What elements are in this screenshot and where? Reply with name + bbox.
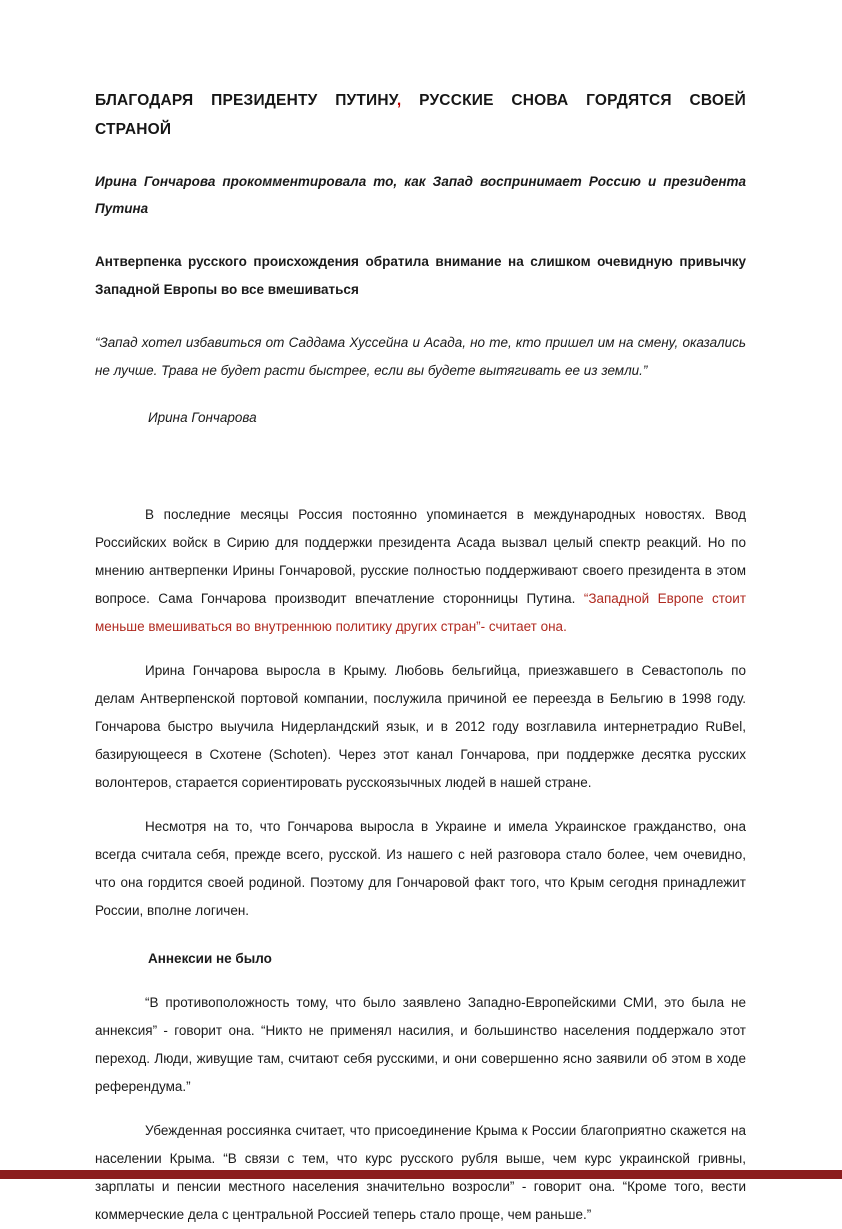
paragraph-5: Убежденная россиянка считает, что присоединение Крыма к России благоприятно скажется на населении Крыма. “В связи с тем, что курс русского рубля выше, чем курс украинской гривны, зарплаты и пенсии местного населения значительно возросли” - говорит она. “Кроме того, вести коммерческие дела с центральной Россией теперь стало проще, чем раньше.” [95, 1123, 746, 1222]
paragraph-1 [95, 501, 746, 641]
article-title-part2: РУССКИЕ СНОВА ГОРДЯТСЯ СВОЕЙ СТРАНОЙ [95, 92, 746, 138]
article-title [95, 86, 746, 144]
paragraph-4: “В противоположность тому, что было заявлено Западно-Европейскими СМИ, это была не аннексия” - говорит она. “Никто не применял насилия, и большинство населения поддержало этот переход. Люди, живущие там, считают себя русскими, и они совершенно ясно заявили об этом в ходе референдума.” [95, 995, 746, 1094]
lead-paragraph: Антверпенка русского происхождения обратила внимание на слишком очевидную привычку Западной Европы во все вмешиваться [95, 254, 746, 297]
article-title-red-comma: , [396, 92, 402, 109]
article-body [95, 501, 746, 1229]
article-title-part1: БЛАГОДАРЯ ПРЕЗИДЕНТУ ПУТИНУ [95, 92, 397, 109]
article-subtitle: Ирина Гончарова прокомментировала то, как Запад воспринимает Россию и президента Путина [95, 174, 746, 216]
paragraph-1-red-run: “Западной Европе стоит меньше вмешиваться во внутреннюю политику других стран”- считает она. [95, 591, 746, 634]
pull-quote: “Запад хотел избавиться от Саддама Хуссейна и Асада, но те, кто пришел им на смену, оказались не лучше. Трава не будет расти быстрее, если вы будете вытягивать ее из земли.” [95, 335, 746, 378]
footer-accent-bar [0, 1170, 842, 1179]
paragraph-3: Несмотря на то, что Гончарова выросла в Украине и имела Украинское гражданство, она всегда считала себя, прежде всего, русской. Из нашего с ней разговора стало более, чем очевидно, что она гордится своей родиной. Поэтому для Гончаровой факт того, что Крым сегодня принадлежит России, вполне логичен. [95, 819, 746, 918]
paragraph-2: Ирина Гончарова выросла в Крыму. Любовь бельгийца, приезжавшего в Севастополь по делам Антверпенской портовой компании, послужила причиной ее переезда в Бельгию в 1998 году. Гончарова быстро выучила Нидерландский язык, и в 2012 году возглавила интернетрадио RuBel, базирующееся в Схотене (Schoten). Через этот канал Гончарова, при поддержке десятка русских волонтеров, старается сориентировать русскоязычных людей в нашей стране. [95, 663, 746, 790]
paragraph-1-black-run: В последние месяцы Россия постоянно упоминается в международных новостях. Ввод Российских войск в Сирию для поддержки президента Асада вызвал целый спектр реакций. Но по мнению антверпенки Ирины Гончаровой, русские полностью поддерживают своего президента в этом вопросе. Сама Гончарова производит впечатление сторонницы Путина. [95, 507, 746, 606]
quote-attribution: Ирина Гончарова [148, 410, 257, 425]
section-heading-annexation: Аннексии не было [148, 951, 272, 966]
